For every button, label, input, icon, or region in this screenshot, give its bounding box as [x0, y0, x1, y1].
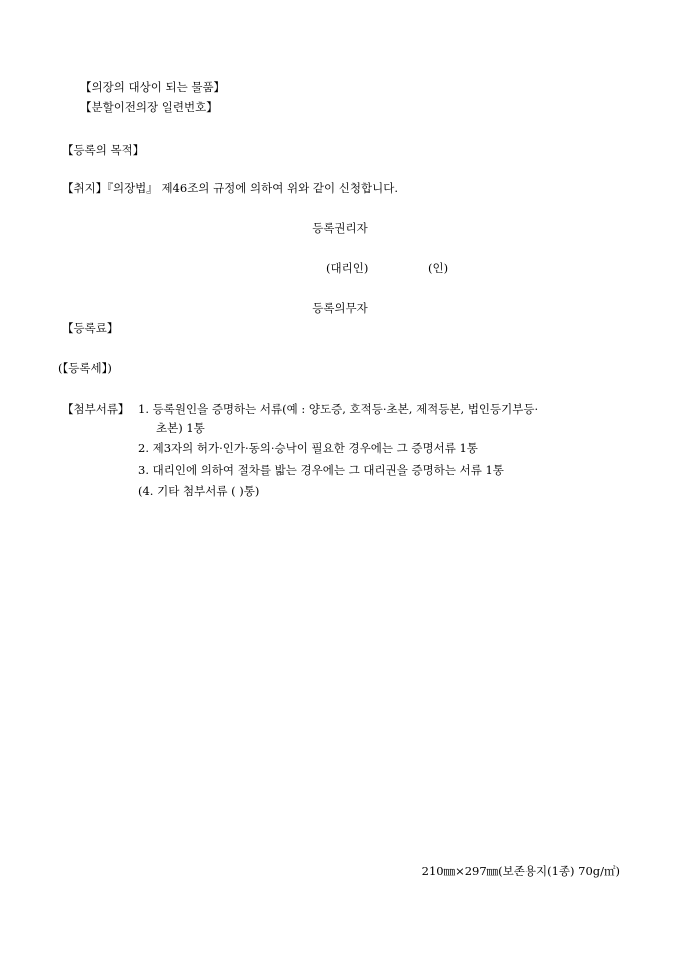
attachment-item-2: 2. 제3자의 허가·인가·동의·승낙이 필요한 경우에는 그 증명서류 1통	[138, 441, 478, 455]
right-holder-label: 등록권리자	[312, 221, 368, 235]
attachment-item-4: (4. 기타 첨부서류 ( )통)	[138, 484, 260, 498]
design-article-heading: 【의장의 대상이 되는 물품】	[80, 80, 226, 94]
intent-statement: 【취지】『의장법』 제46조의 규정에 의하여 위와 같이 신청합니다.	[62, 181, 398, 195]
serial-number-heading: 【분할이전의장 일련번호】	[80, 100, 218, 114]
agent-label: (대리인)	[326, 261, 369, 275]
seal-mark: (인)	[428, 261, 449, 275]
obligor-label: 등록의무자	[312, 301, 368, 315]
purpose-heading: 【등록의 목적】	[62, 143, 145, 157]
attachments-heading: 【첨부서류】	[62, 402, 130, 416]
attachment-item-3: 3. 대리인에 의하여 절차를 밟는 경우에는 그 대리권을 증명하는 서류 1통	[138, 463, 504, 477]
attachment-item-1-continued: 초본) 1통	[156, 421, 205, 435]
attachment-item-1: 1. 등록원인을 증명하는 서류(예 : 양도증, 호적등·초본, 제적등본, 법인등기부등·	[138, 402, 539, 416]
paper-spec-footer: 210㎜×297㎜(보존용지(1종) 70g/㎡)	[421, 864, 620, 878]
registration-tax-heading: (【등록세】)	[58, 361, 112, 375]
registration-fee-heading: 【등록료】	[62, 321, 119, 335]
